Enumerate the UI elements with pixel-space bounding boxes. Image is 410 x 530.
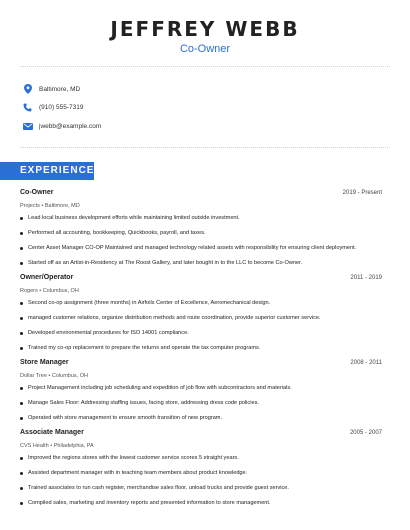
- job-dates: 2005 - 2007: [349, 430, 382, 436]
- location-pin-icon: [20, 82, 35, 97]
- job-bullets: [20, 299, 382, 353]
- job-entry: [20, 359, 382, 423]
- job-bullets: [20, 384, 382, 423]
- job-company-line: Rogers • Columbus, OH: [20, 288, 79, 294]
- job-company: Projects: [20, 203, 40, 209]
- person-name: JEFFREY WEBB: [110, 17, 300, 41]
- job-bullets: [20, 454, 382, 508]
- job-entry: [20, 429, 382, 508]
- job-bullet: Lead local business development efforts while maintaining limited outside investment.: [20, 214, 382, 223]
- contact-email-text: jwebb@example.com: [39, 122, 102, 130]
- experience-list: [20, 189, 382, 514]
- job-bullet: managed customer relations, organize distribution methods and route coordination, provide superior customer service.: [20, 314, 382, 323]
- job-title: Co-Owner: [20, 189, 54, 196]
- job-bullet: Assisted department manager with in teaching team members about product knowledge.: [20, 469, 382, 478]
- job-bullet: Operated with store management to ensure smooth transition of new program.: [20, 414, 382, 423]
- job-company-line: CVS Health • Philadelphia, PA: [20, 443, 94, 449]
- person-title: Co-Owner: [179, 43, 231, 55]
- header-divider: [20, 66, 390, 67]
- contact-email: [20, 117, 101, 135]
- job-location: Baltimore, MD: [44, 203, 80, 209]
- job-bullet: Compiled sales, marketing and inventory reports and presented information to store management.: [20, 499, 382, 508]
- job-entry: [20, 189, 382, 268]
- job-company-line: Dollar Tree • Columbus, OH: [20, 373, 88, 379]
- job-bullet: Performed all accounting, bookkeeping, Quickbooks, payroll, and taxes.: [20, 229, 382, 238]
- job-bullet: Improved the regions stores with the lowest customer service scores 5 straight years.: [20, 454, 382, 463]
- job-bullet: Trained my co-op replacement to prepare the returns and operate the tax computer programs.: [20, 344, 382, 353]
- job-company: Dollar Tree: [20, 373, 47, 379]
- resume-header: [0, 0, 410, 56]
- job-location: Columbus, OH: [42, 288, 79, 294]
- job-bullet: Center Asset Manager CO-OP Maintained and managed technology related assets with responsibility for ensuring client deployment.: [20, 244, 382, 253]
- contact-phone-text: (910) 555-7319: [39, 104, 84, 111]
- job-bullet: Second co-op assignment (three months) in Airfoils Center of Excellence, Aeromechanical design.: [20, 299, 382, 308]
- job-location: Columbus, OH: [51, 373, 88, 379]
- email-icon: [20, 119, 35, 134]
- job-title: Associate Manager: [20, 429, 84, 436]
- job-bullet: Project Management including job scheduling and expedition of job flow with subcontractors and materials.: [20, 384, 382, 393]
- experience-heading: EXPERIENCE: [0, 162, 94, 180]
- contact-phone: [20, 99, 101, 117]
- job-title: Owner/Operator: [20, 274, 74, 281]
- contact-location: [20, 80, 101, 98]
- job-dates: 2011 - 2019: [350, 275, 382, 281]
- job-bullet: Manage Sales Floor: Addressing staffing issues, facing store, addressing dress code policies.: [20, 399, 382, 408]
- job-company: Rogers: [20, 288, 38, 294]
- job-location: Philadelphia, PA: [53, 443, 94, 449]
- job-title: Store Manager: [20, 359, 69, 366]
- job-entry: [20, 274, 382, 353]
- job-dates: 2008 - 2011: [350, 360, 382, 366]
- job-bullet: Developed environmental procedures for ISO 14001 compliance.: [20, 329, 382, 338]
- job-company-line: Projects • Baltimore, MD: [20, 203, 80, 209]
- job-dates: 2019 - Present: [342, 190, 382, 196]
- contact-location-text: Baltimore, MD: [39, 85, 81, 93]
- job-company: CVS Health: [20, 443, 49, 449]
- job-bullet: Started off as an Artist-in-Residency at The Roost Gallery, and later bought in to the LLC to become Co-Owner.: [20, 259, 382, 268]
- contact-list: [20, 80, 101, 136]
- contact-divider: [20, 147, 390, 148]
- phone-icon: [20, 100, 35, 115]
- job-bullet: Trained associates to run cash register, merchandise sales floor, unload trucks and provide guest service.: [20, 484, 382, 493]
- job-bullets: [20, 214, 382, 268]
